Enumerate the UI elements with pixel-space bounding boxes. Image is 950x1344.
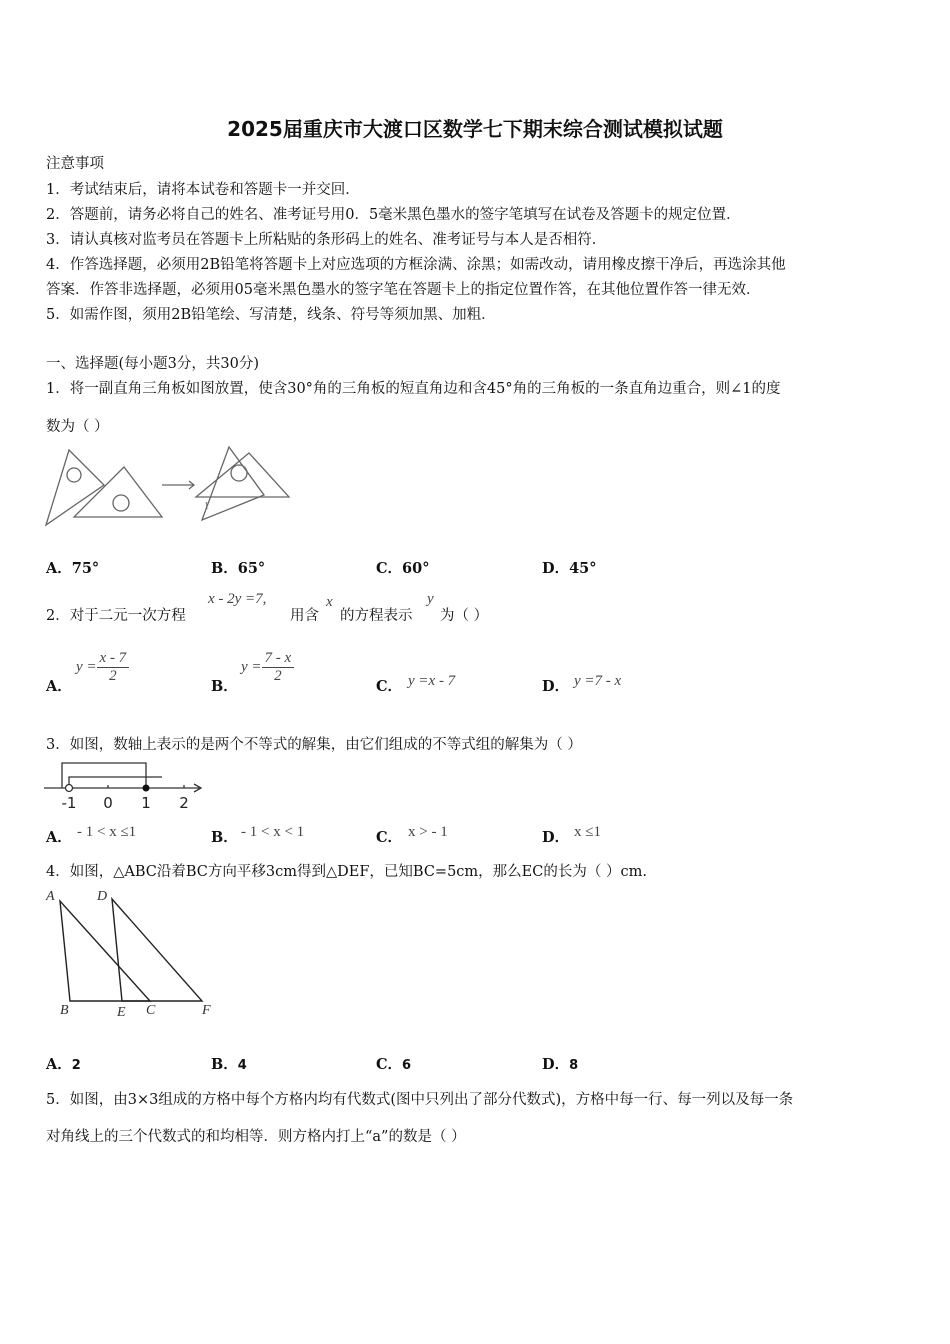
q3-option-c-label[interactable]: C． <box>376 829 403 846</box>
q2-stem-mid: 用含 <box>290 608 319 624</box>
q2-stem-mid2: 的方程表示 <box>340 608 413 624</box>
q2-var-y: y <box>427 591 434 607</box>
q2-stem-post: 为（ ） <box>440 608 489 624</box>
q2-equation: x - 2y =7, <box>208 591 267 607</box>
q2-option-c[interactable]: y =x - 7 <box>408 673 456 689</box>
q3-option-b[interactable]: - 1 < x < 1 <box>241 824 305 840</box>
q4-option-b[interactable]: B．4 <box>211 1056 247 1073</box>
q1-option-b[interactable]: B．65° <box>211 560 266 577</box>
q2-var-x: x <box>326 594 333 610</box>
q4-figure <box>42 883 222 1023</box>
q3-option-a-label[interactable]: A． <box>46 829 72 846</box>
q2-stem-pre: 2．对于二元一次方程 <box>46 608 186 624</box>
q3-option-c[interactable]: x > - 1 <box>408 824 448 840</box>
page-title: 2025届重庆市大渡口区数学七下期末综合测试模拟试题 <box>227 117 723 141</box>
tick-label: -1 <box>61 794 77 812</box>
notice-item: 答案．作答非选择题，必须用05毫米黑色墨水的签字笔在答题卡上的指定位置作答，在其他位置作答一律无效． <box>46 282 761 298</box>
q1-figure <box>44 445 294 535</box>
q3-option-b-label[interactable]: B． <box>211 829 238 846</box>
notice-item: 2．答题前，请务必将自己的姓名、准考证号用0．5毫米黑色墨水的签字笔填写在试卷及答题卡的规定位置． <box>46 207 741 223</box>
q4-stem: 4．如图，△ABC沿着BC方向平移3cm得到△DEF，已知BC=5cm，那么EC的长为（ ）cm. <box>46 864 647 880</box>
q2-option-b-label[interactable]: B． <box>211 678 238 695</box>
q5-stem-cont: 对角线上的三个代数式的和均相等．则方格内打上“a”的数是（ ） <box>46 1129 466 1145</box>
point-label: D <box>97 889 108 904</box>
q1-option-c[interactable]: C．60° <box>376 560 430 577</box>
notice-item: 4．作答选择题，必须用2B铅笔将答题卡上对应选项的方框涂满、涂黑；如需改动，请用橡皮擦干净后，再选涂其他 <box>46 257 786 273</box>
point-label: F <box>202 1003 211 1018</box>
q4-option-c[interactable]: C．6 <box>376 1056 412 1073</box>
q2-option-a[interactable]: y = $\frac{x - 7}{2}$ <box>76 650 129 685</box>
notice-item: 1．考试结束后，请将本试卷和答题卡一并交回． <box>46 182 360 198</box>
q5-stem: 5．如图，由3×3组成的方格中每个方格内均有代数式(图中只列出了部分代数式)，方格中每一行、每一列以及每一条 <box>46 1092 794 1108</box>
q4-option-a[interactable]: A．2 <box>46 1056 81 1073</box>
q1-option-d[interactable]: D．45° <box>542 560 597 577</box>
q3-number-line <box>42 757 212 812</box>
q3-option-d-label[interactable]: D． <box>542 829 570 846</box>
q2-option-d-label[interactable]: D． <box>542 678 570 695</box>
point-label: A <box>46 889 55 904</box>
point-label: C <box>146 1003 156 1018</box>
point-label: E <box>117 1005 126 1020</box>
section-heading: 一、选择题(每小题3分，共30分) <box>46 356 259 372</box>
notice-item: 5．如需作图，须用2B铅笔绘、写清楚，线条、符号等须加黑、加粗． <box>46 307 496 323</box>
q1-angle-label: 1 <box>204 501 209 512</box>
notice-item: 3．请认真核对监考员在答题卡上所粘贴的条形码上的姓名、准考证号与本人是否相符． <box>46 232 607 248</box>
point-label: B <box>60 1003 69 1018</box>
q1-option-a[interactable]: A．75° <box>46 560 100 577</box>
q4-option-d[interactable]: D．8 <box>542 1056 579 1073</box>
q1-stem-cont: 数为（ ） <box>46 419 109 435</box>
q3-option-a[interactable]: - 1 < x ≤1 <box>77 824 137 840</box>
q1-stem: 1．将一副直角三角板如图放置，使含30°角的三角板的短直角边和含45°角的三角板的一条直角边重合，则∠1的度 <box>46 381 781 397</box>
notice-heading: 注意事项 <box>46 156 104 172</box>
q2-option-c-label[interactable]: C． <box>376 678 403 695</box>
q2-option-a-label[interactable]: A． <box>46 678 72 695</box>
q3-option-d[interactable]: x ≤1 <box>574 824 601 840</box>
q2-option-d[interactable]: y =7 - x <box>574 673 622 689</box>
tick-label: 2 <box>179 794 189 812</box>
q2-option-b[interactable]: y = $\frac{7 - x}{2}$ <box>241 650 294 685</box>
tick-label: 0 <box>103 794 113 812</box>
tick-label: 1 <box>141 794 151 812</box>
q3-stem: 3．如图，数轴上表示的是两个不等式的解集，由它们组成的不等式组的解集为（ ） <box>46 737 582 753</box>
